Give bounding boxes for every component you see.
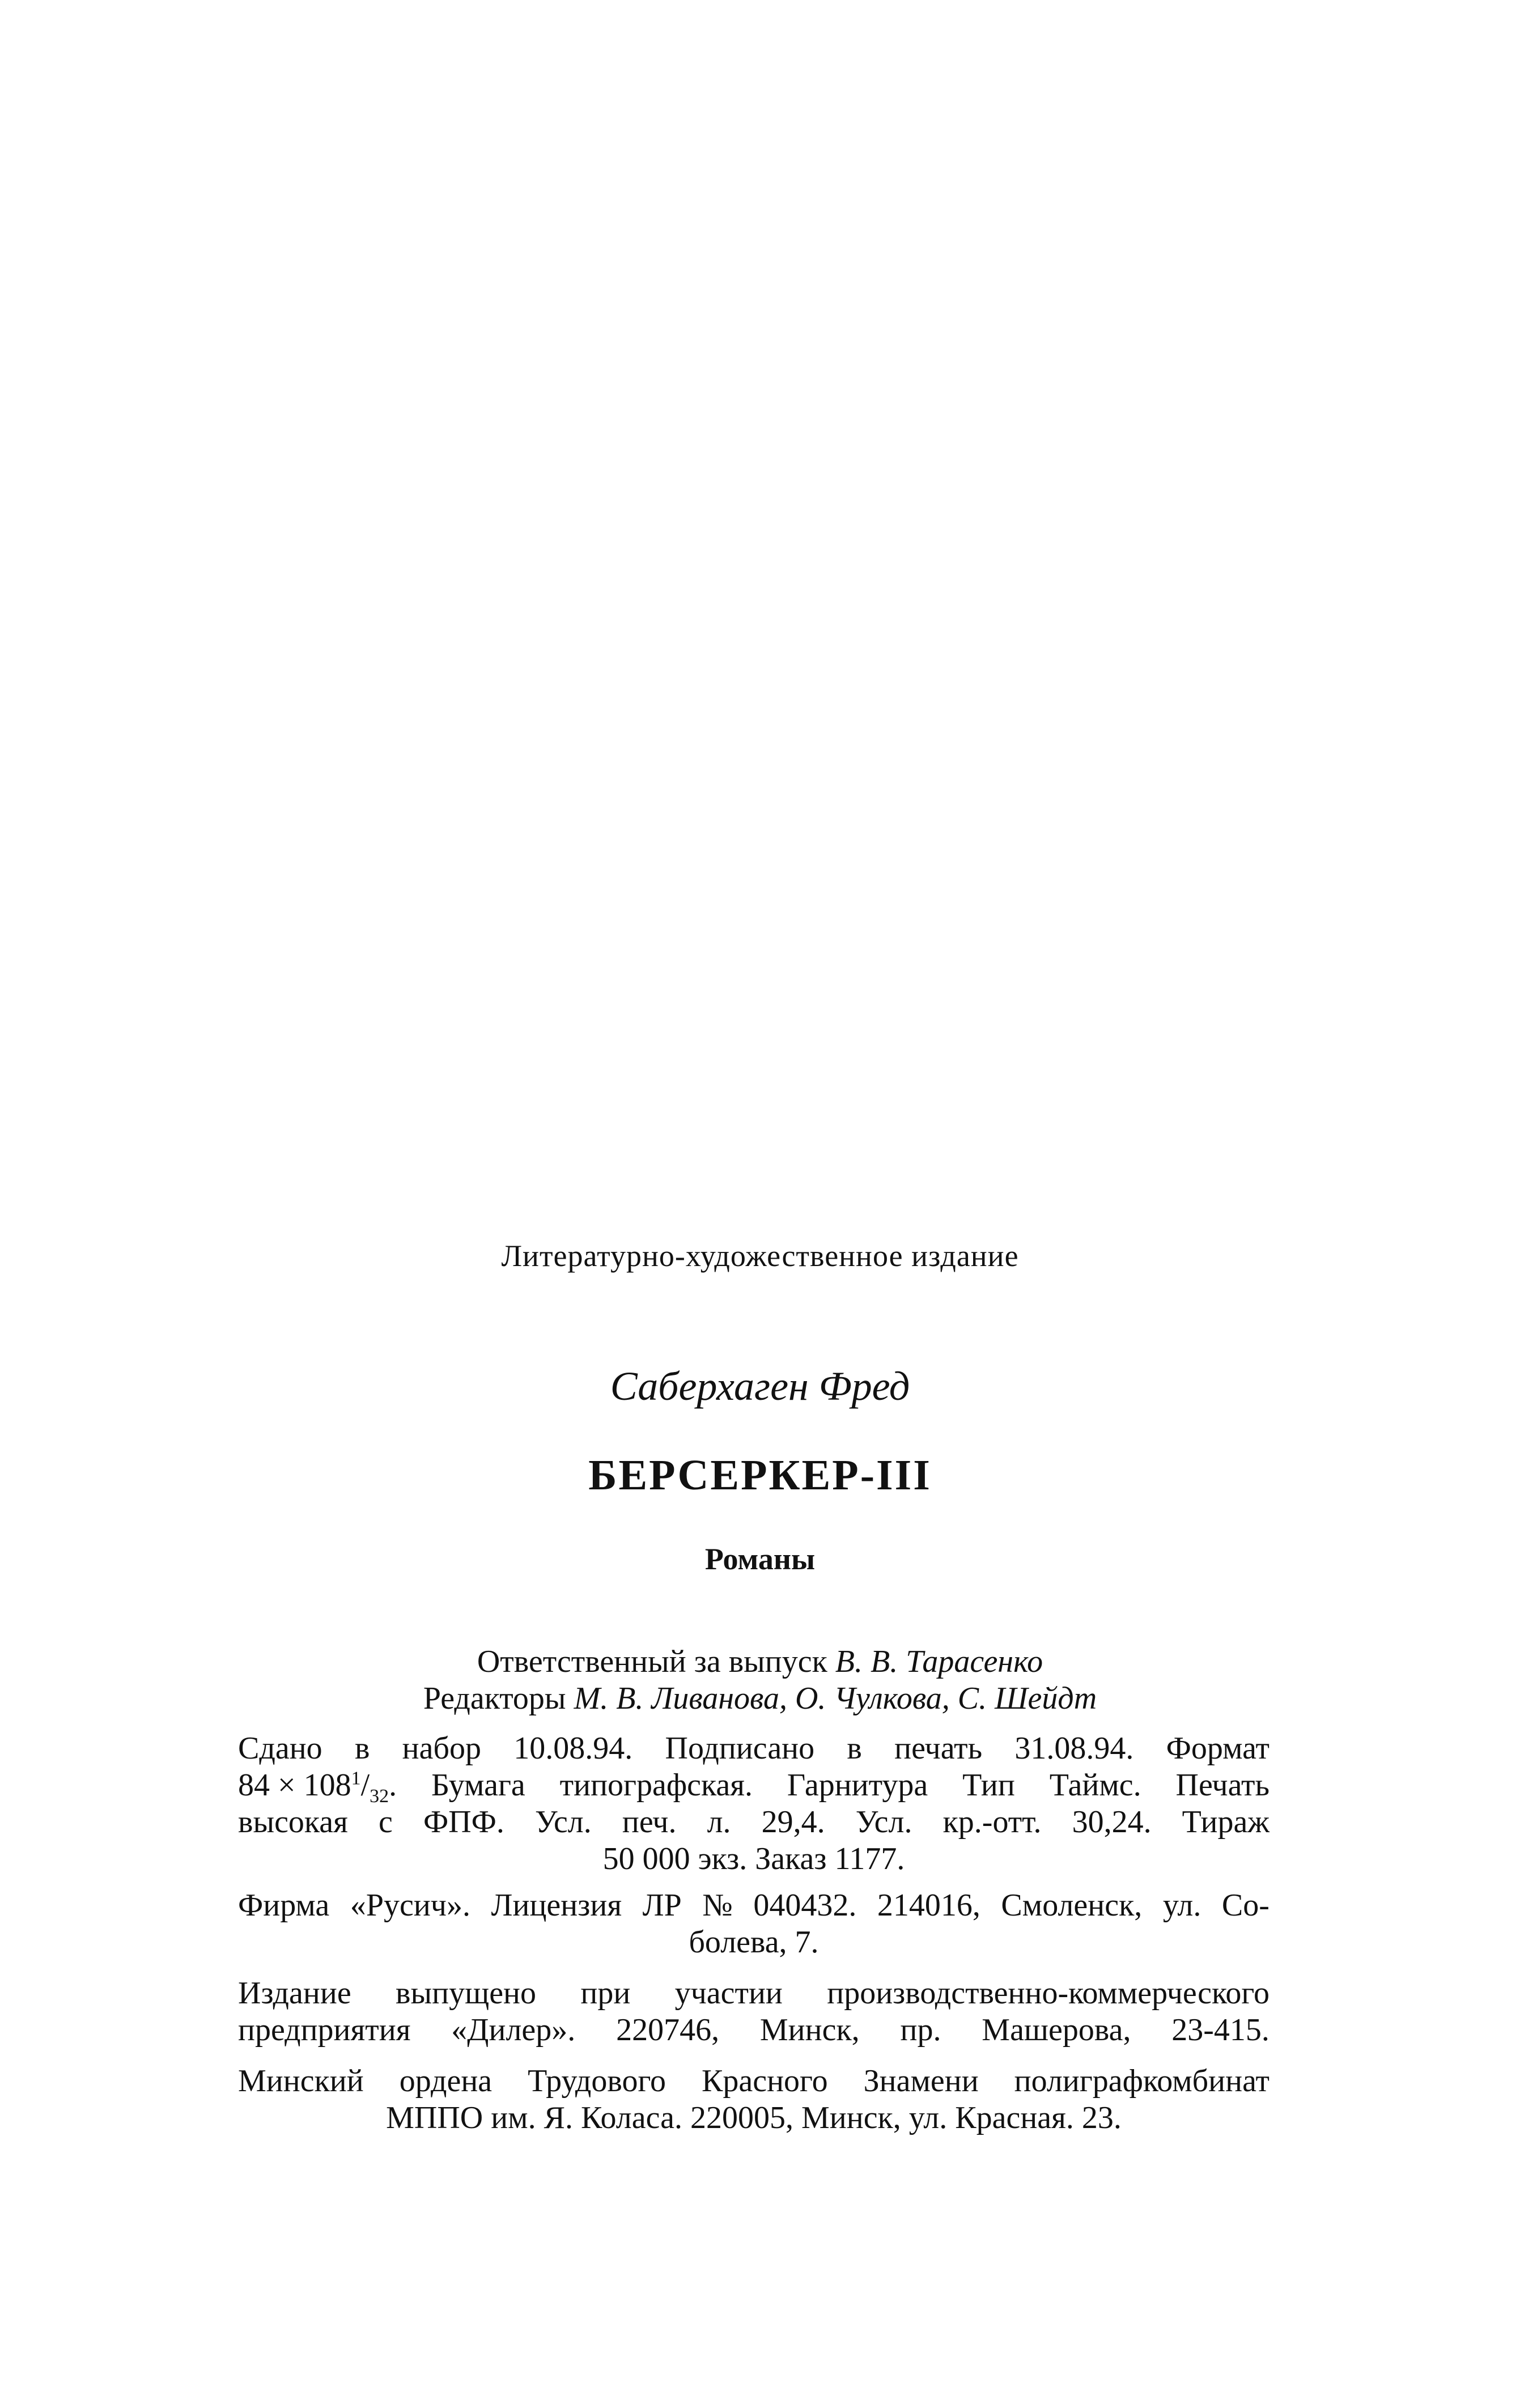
print-details-line: [238, 1730, 1270, 1767]
word: 220746,: [616, 2012, 720, 2048]
editors-credit: [0, 1680, 1520, 1717]
word: 23-415.: [1171, 2012, 1270, 2048]
word: Издание: [238, 1976, 351, 2011]
word: Тип: [962, 1768, 1015, 1803]
print-details: [238, 1730, 1270, 1878]
book-title: БЕРСЕРКЕР-III: [588, 1451, 932, 1499]
word: 10.08.94.: [513, 1731, 633, 1766]
word: в: [847, 1731, 862, 1766]
word: Знамени: [863, 2063, 979, 2099]
editors-names: М. В. Ливанова, О. Чулкова, С. Шейдт: [574, 1681, 1097, 1716]
word: л.: [707, 1804, 731, 1840]
publisher-line: болева, 7.: [689, 1925, 819, 1960]
publisher-line: [238, 1887, 1270, 1924]
word: Лицензия: [491, 1888, 622, 1923]
word: Смоленск,: [1001, 1888, 1143, 1923]
responsible-label: Ответственный за выпуск: [477, 1644, 827, 1679]
word: ордена: [399, 2063, 492, 2099]
word: Печать: [1175, 1768, 1270, 1803]
print-details-line: 50 000 экз. Заказ 1177.: [602, 1841, 905, 1876]
word: «Русич».: [350, 1888, 470, 1923]
word: Машерова,: [982, 2012, 1131, 2048]
participation-line: [238, 2012, 1270, 2049]
printer-line: МППО им. Я. Коласа. 220005, Минск, ул. Красная. 23.: [386, 2100, 1122, 2135]
word: пр.: [900, 2012, 941, 2048]
printer-info: [238, 2063, 1270, 2137]
word: Тираж: [1182, 1804, 1270, 1840]
publisher-info: [238, 1887, 1270, 1961]
word: участии: [674, 1976, 783, 2011]
word: производственно-коммерческого: [827, 1976, 1270, 2011]
printer-line: [238, 2063, 1270, 2100]
word: Со-: [1221, 1888, 1270, 1923]
word: Усл.: [535, 1804, 592, 1840]
editors-label: Редакторы: [423, 1681, 566, 1716]
word: 040432.: [753, 1888, 857, 1923]
genre-line: Литературно-художественное издание: [501, 1239, 1019, 1273]
word: 30,24.: [1072, 1804, 1152, 1840]
word: Сдано: [238, 1731, 322, 1766]
word: ФПФ.: [423, 1804, 504, 1840]
word: набор: [402, 1731, 481, 1766]
word: Минский: [238, 2063, 364, 2099]
word: Бумага: [431, 1768, 525, 1803]
word: Формат: [1166, 1731, 1270, 1766]
responsible-credit: [0, 1643, 1520, 1680]
word: 31.08.94.: [1014, 1731, 1134, 1766]
word: «Дилер».: [451, 2012, 576, 2048]
word: Трудового: [528, 2063, 666, 2099]
book-subtitle: Романы: [704, 1542, 816, 1576]
word: печ.: [622, 1804, 677, 1840]
word: Фирма: [238, 1888, 330, 1923]
format-value: $84 \times 108^1/_{32}$.: [238, 1768, 397, 1807]
word: высокая: [238, 1804, 348, 1840]
word: Таймс.: [1049, 1768, 1141, 1803]
word: №: [702, 1888, 733, 1923]
word: кр.-отт.: [942, 1804, 1042, 1840]
print-details-line: [238, 1804, 1270, 1841]
author-name: Саберхаген Фред: [610, 1364, 910, 1409]
word: предприятия: [238, 2012, 411, 2048]
word: печать: [894, 1731, 983, 1766]
word: Усл.: [855, 1804, 912, 1840]
word: в: [354, 1731, 370, 1766]
participation-line: [238, 1975, 1270, 2012]
word: полиграфкомбинат: [1014, 2063, 1270, 2099]
responsible-name: В. В. Тарасенко: [835, 1644, 1043, 1679]
print-details-line: [238, 1767, 1270, 1807]
word: 29,4.: [761, 1804, 825, 1840]
word: типографская.: [559, 1768, 753, 1803]
word: при: [580, 1976, 631, 2011]
word: Красного: [702, 2063, 828, 2099]
participation-info: [238, 1975, 1270, 2049]
word: с: [379, 1804, 393, 1840]
word: ЛР: [642, 1888, 682, 1923]
word: ул.: [1162, 1888, 1201, 1923]
word: Подписано: [665, 1731, 815, 1766]
word: выпущено: [396, 1976, 537, 2011]
word: 214016,: [877, 1888, 980, 1923]
word: Гарнитура: [787, 1768, 928, 1803]
word: Минск,: [759, 2012, 860, 2048]
